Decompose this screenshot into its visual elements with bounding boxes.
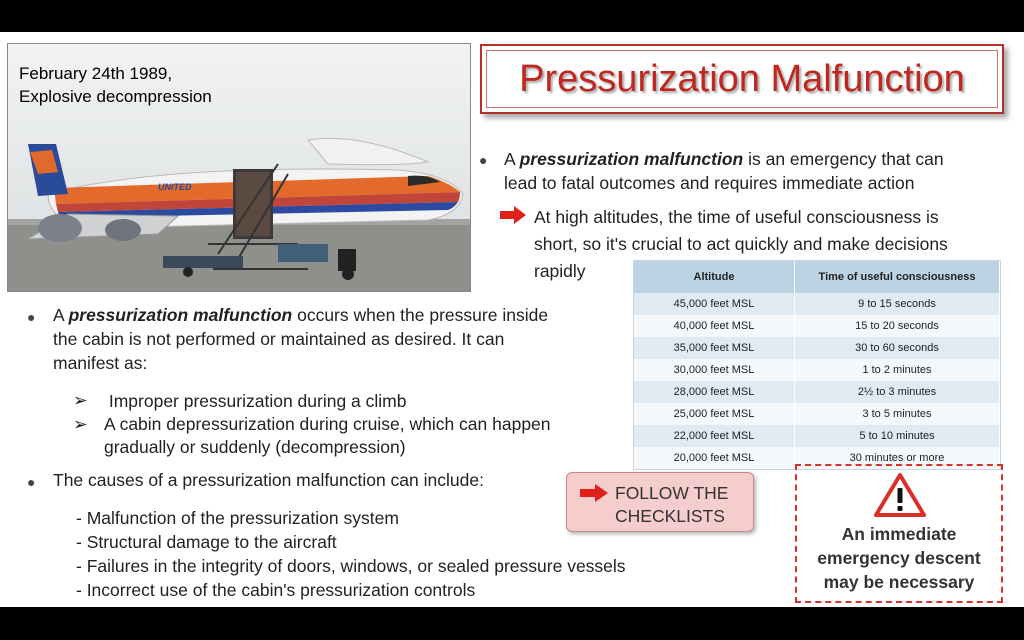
checklist-line2: CHECKLISTS: [615, 506, 725, 526]
altitude-note-line1: At high altitudes, the time of useful consciousness is: [534, 207, 939, 227]
table-cell: 2½ to 3 minutes: [795, 381, 1000, 403]
svg-text:UNITED: UNITED: [158, 182, 192, 192]
list-item: - Failures in the integrity of doors, windows, or sealed pressure vessels: [76, 556, 626, 576]
table-row: [634, 403, 1000, 425]
warning-triangle-icon: [873, 472, 927, 518]
table-cell: 9 to 15 seconds: [795, 293, 1000, 315]
warning-text: [797, 522, 1001, 594]
table-cell: 1 to 2 minutes: [795, 359, 1000, 381]
arrowhead-marker-icon: ➢: [73, 414, 88, 434]
header-altitude: Altitude: [634, 261, 795, 293]
table-cell: 20,000 feet MSL: [634, 447, 795, 469]
table-cell: 40,000 feet MSL: [634, 315, 795, 337]
causes-heading: The causes of a pressurization malfunction can include:: [53, 470, 484, 490]
definition-bullet: [53, 303, 548, 375]
slide: [0, 32, 1024, 607]
table-row: [634, 359, 1000, 381]
follow-checklists-callout: [566, 472, 754, 532]
arrowhead-marker-icon: ➢: [73, 390, 88, 410]
title-box: [480, 44, 1004, 114]
table-cell: 45,000 feet MSL: [634, 293, 795, 315]
manifestation-climb: Improper pressurization during a climb: [104, 391, 407, 411]
table-cell: 30,000 feet MSL: [634, 359, 795, 381]
manifestation-cruise-line2: gradually or suddenly (decompression): [104, 437, 406, 457]
table-cell: 5 to 10 minutes: [795, 425, 1000, 447]
intro-bullet: [504, 147, 944, 195]
altitude-note-line3: rapidly: [534, 261, 586, 281]
slide-title: Pressurization Malfunction: [519, 57, 965, 100]
intro-term: pressurization malfunction: [519, 149, 744, 169]
intro-line1: A pressurization malfunction is an emergency that can: [504, 149, 944, 169]
definition-line3: manifest as:: [53, 353, 148, 373]
bullet-dot: ●: [479, 152, 488, 168]
emergency-descent-warning: [795, 464, 1003, 603]
red-arrow-icon: [579, 484, 609, 502]
table-cell: 25,000 feet MSL: [634, 403, 795, 425]
causes-list: [76, 506, 626, 602]
table-row: [634, 293, 1000, 315]
red-arrow-icon: [499, 206, 527, 224]
table-row: [634, 315, 1000, 337]
table-cell: 30 to 60 seconds: [795, 337, 1000, 359]
photo-caption: [19, 62, 212, 108]
checklist-line1: FOLLOW THE: [615, 483, 729, 503]
table-cell: 35,000 feet MSL: [634, 337, 795, 359]
altitude-note-line2: short, so it's crucial to act quickly and make decisions: [534, 234, 948, 254]
table-row: [634, 381, 1000, 403]
table-cell: 22,000 feet MSL: [634, 425, 795, 447]
table-cell: 3 to 5 minutes: [795, 403, 1000, 425]
table-cell: 15 to 20 seconds: [795, 315, 1000, 337]
manifestation-cruise: [104, 413, 551, 436]
warning-line2: emergency descent: [817, 548, 981, 568]
definition-term: pressurization malfunction: [68, 305, 293, 325]
definition-line1: A pressurization malfunction occurs when the pressure inside: [53, 305, 549, 325]
table-header-row: [634, 261, 1000, 293]
caption-date: February 24th 1989,: [19, 64, 173, 83]
table-cell: 28,000 feet MSL: [634, 381, 795, 403]
definition-line2: the cabin is not performed or maintained as desired. It can: [53, 329, 505, 349]
list-item: - Malfunction of the pressurization system: [76, 508, 399, 528]
aircraft-photo: [7, 43, 471, 292]
header-time: Time of useful consciousness: [795, 261, 1000, 293]
consciousness-table: [634, 261, 1000, 469]
table-cell: 30 minutes or more: [795, 447, 1000, 469]
bullet-dot: ●: [27, 474, 36, 490]
manifestation-cruise-line1: A cabin depressurization during cruise, which can happen: [104, 414, 551, 434]
list-item: - Structural damage to the aircraft: [76, 532, 337, 552]
warning-line1: An immediate: [841, 524, 957, 544]
list-item: - Incorrect use of the cabin's pressurization controls: [76, 580, 476, 600]
title-frame: [486, 50, 998, 108]
bullet-dot: ●: [27, 309, 36, 325]
warning-line3: may be necessary: [823, 572, 975, 592]
intro-line2: lead to fatal outcomes and requires immediate action: [504, 173, 915, 193]
caption-event: Explosive decompression: [19, 87, 212, 106]
table-row: [634, 337, 1000, 359]
table-row: [634, 425, 1000, 447]
follow-checklists-text: [615, 482, 728, 528]
